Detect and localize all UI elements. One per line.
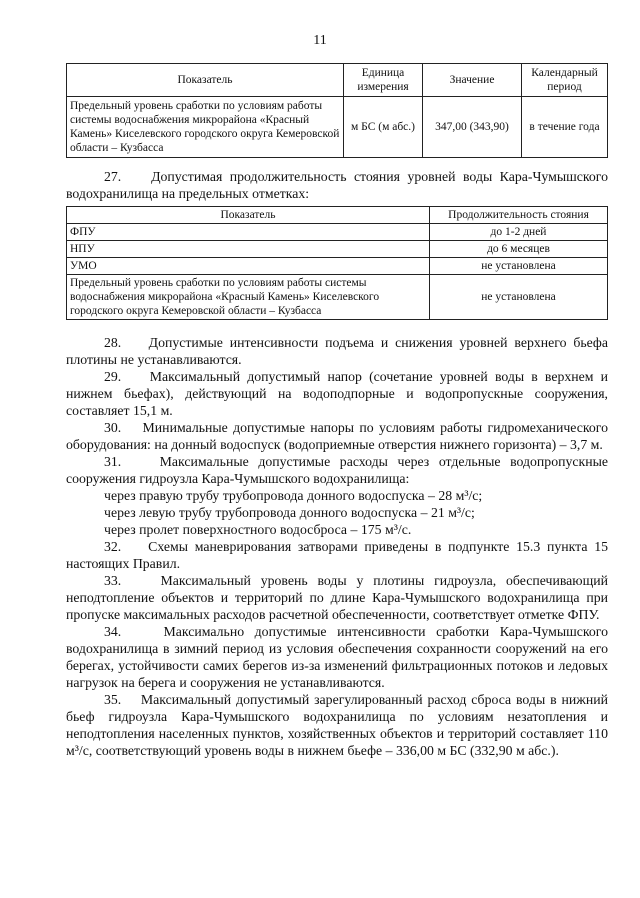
cell-duration: до 1-2 дней bbox=[430, 224, 608, 241]
paragraph-30: 30. Минимальные допустимые напоры по условиям работы гидромеханического оборудования: на донный водоспуск (водоприемные отверстия нижнего горизонта) – 3,7 м. bbox=[66, 420, 608, 452]
limit-level-table bbox=[66, 63, 608, 158]
paragraph-27-text: 27. Допустимая продолжительность стояния уровней воды Кара-Чумышского водохранилища на предельных отметках: bbox=[66, 169, 608, 201]
table-row bbox=[67, 275, 608, 320]
cell-indicator: НПУ bbox=[67, 241, 430, 258]
paragraph-34: 34. Максимально допустимые интенсивности сработки Кара-Чумышского водохранилища в зимний период из условия обеспечения сохранности сооружений на его берегах, устойчивости самих берегов из-за изменений фильтрационных потоков и ледовых нагрузок на берега и сооружения не устанавливаются. bbox=[66, 624, 608, 690]
cell-indicator: УМО bbox=[67, 258, 430, 275]
cell-unit: м БС (м абс.) bbox=[344, 97, 423, 158]
header-indicator: Показатель bbox=[67, 64, 344, 97]
paragraph-32: 32. Схемы маневрирования затворами приведены в подпункте 15.3 пункта 15 настоящих Правил. bbox=[66, 539, 608, 571]
cell-duration: не установлена bbox=[430, 275, 608, 320]
duration-table bbox=[66, 206, 608, 320]
table-row bbox=[67, 224, 608, 241]
cell-indicator: Предельный уровень сработки по условиям работы системы водоснабжения микрорайона «Красный Камень» Киселевского городского округа Кемеровской области – Кузбасса bbox=[67, 97, 344, 158]
header-value: Значение bbox=[423, 64, 522, 97]
cell-value: 347,00 (343,90) bbox=[423, 97, 522, 158]
body-text bbox=[66, 334, 608, 759]
paragraph-29: 29. Максимальный допустимый напор (сочетание уровней воды в верхнем и нижнем бьефах), действующий на водоподпорные и водопропускные сооружения, составляет 15,1 м. bbox=[66, 369, 608, 418]
table-header-row bbox=[67, 207, 608, 224]
paragraph-31-item: через пролет поверхностного водосброса – 175 м³/с. bbox=[104, 522, 412, 537]
table-row bbox=[67, 97, 608, 158]
cell-period: в течение года bbox=[522, 97, 608, 158]
paragraph-31-item: через правую трубу трубопровода донного водоспуска – 28 м³/с; bbox=[104, 488, 483, 503]
table-row bbox=[67, 241, 608, 258]
cell-indicator: Предельный уровень сработки по условиям работы системы водоснабжения микрорайона «Красный Камень» Киселевского городского округа Кемеровской области – Кузбасса bbox=[67, 275, 430, 320]
paragraph-31-item: через левую трубу трубопровода донного водоспуска – 21 м³/с; bbox=[104, 505, 475, 520]
paragraph-33: 33. Максимальный уровень воды у плотины гидроузла, обеспечивающий неподтопление объектов и территорий по длине Кара-Чумышского водохранилища при пропуске максимальных расходов расчетной обеспеченности, соответствует отметке ФПУ. bbox=[66, 573, 608, 622]
cell-duration: не установлена bbox=[430, 258, 608, 275]
table-header-row bbox=[67, 64, 608, 97]
paragraph-31: 31. Максимальные допустимые расходы через отдельные водопропускные сооружения гидроузла Кара-Чумышского водохранилища: bbox=[66, 454, 608, 486]
table-row bbox=[67, 258, 608, 275]
paragraph-35: 35. Максимальный допустимый зарегулированный расход сброса воды в нижний бьеф гидроузла Кара-Чумышского водохранилища по условиям незатопления и неподтопления населенных пунктов, хозяйственных объектов и территорий составляет 110 м³/с, соответствующий уровень воды в нижнем бьефе – 336,00 м БС (332,90 м абс.). bbox=[66, 692, 608, 758]
paragraph-28: 28. Допустимые интенсивности подъема и снижения уровней верхнего бьефа плотины не устанавливаются. bbox=[66, 335, 608, 367]
page-number: 11 bbox=[313, 33, 327, 48]
paragraph-27 bbox=[66, 168, 608, 202]
cell-indicator: ФПУ bbox=[67, 224, 430, 241]
header-duration: Продолжительность стояния bbox=[430, 207, 608, 224]
header-period: Календарный период bbox=[522, 64, 608, 97]
header-indicator: Показатель bbox=[67, 207, 430, 224]
header-unit: Единица измерения bbox=[344, 64, 423, 97]
cell-duration: до 6 месяцев bbox=[430, 241, 608, 258]
